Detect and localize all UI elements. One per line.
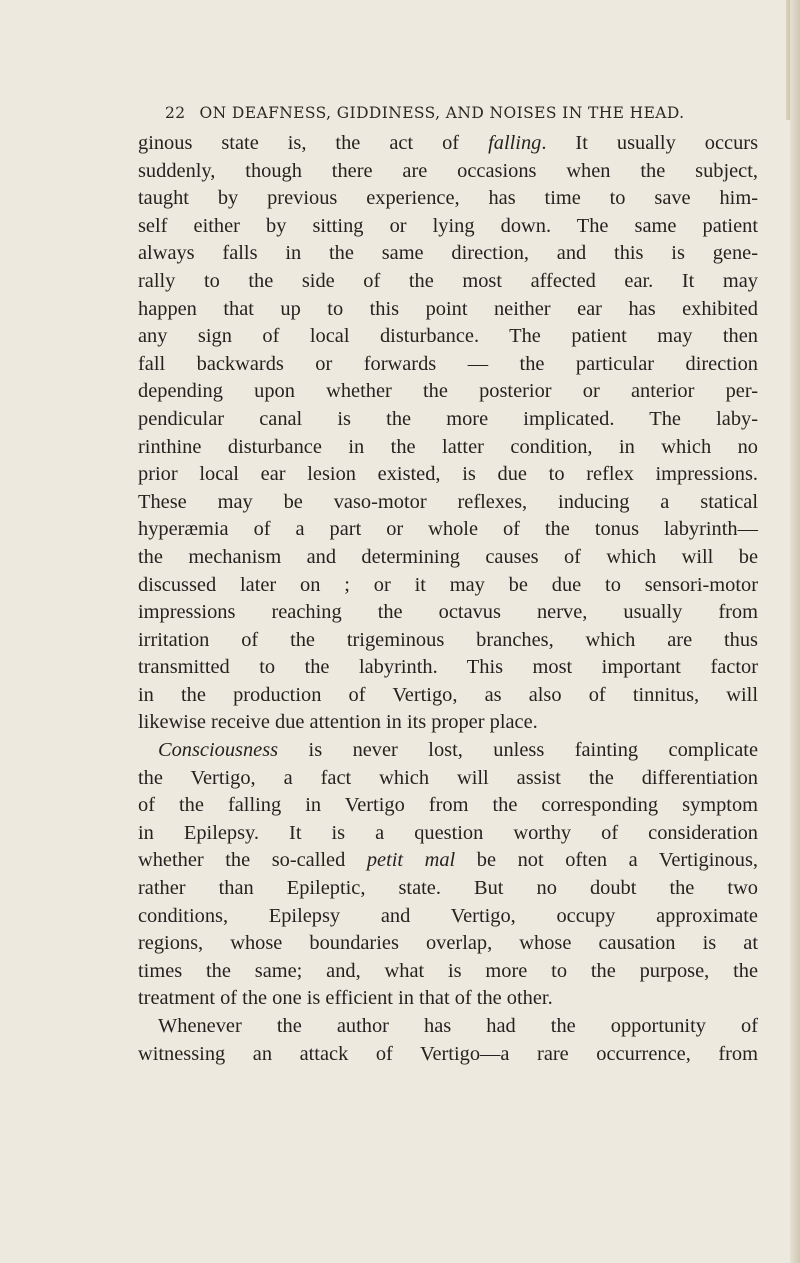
text-segment: impressions reaching the octavus nerve, usually from [138, 601, 758, 624]
text-line [138, 351, 758, 379]
text-line [138, 792, 758, 820]
text-line [138, 682, 758, 710]
text-line [138, 654, 758, 682]
text-line [138, 268, 758, 296]
text-line [138, 213, 758, 241]
text-segment: pendicular canal is the more implicated. The laby- [138, 407, 758, 430]
text-line [138, 572, 758, 600]
italic-text: petit mal [366, 849, 456, 872]
text-segment: depending upon whether the posterior or anterior per- [138, 380, 758, 403]
text-segment: discussed later on ; or it may be due to sensori-motor [138, 573, 758, 596]
text-line [138, 875, 758, 903]
text-line [138, 737, 758, 765]
text-segment: rally to the side of the most affected ear. It may [138, 269, 758, 292]
text-segment: fall backwards or forwards — the particular direction [138, 352, 758, 375]
text-line [138, 185, 758, 213]
text-line [138, 930, 758, 958]
text-line [138, 434, 758, 462]
page-edge [790, 0, 800, 1263]
text-segment: regions, whose boundaries overlap, whose causation is at [138, 932, 758, 955]
text-line [138, 820, 758, 848]
text-segment: always falls in the same direction, and this is gene- [138, 242, 758, 265]
text-line [138, 847, 758, 875]
text-line [138, 406, 758, 434]
text-segment: in the production of Vertigo, as also of tinnitus, will [138, 683, 758, 706]
text-segment: . It usually occurs [541, 132, 759, 154]
body-text [138, 130, 758, 1068]
text-segment: whether the so-called [138, 849, 367, 872]
text-line [138, 1041, 758, 1069]
text-segment: times the same; and, what is more to the purpose, the [138, 959, 758, 982]
text-line [138, 709, 758, 737]
text-line [138, 158, 758, 186]
text-line [138, 516, 758, 544]
text-segment: likewise receive due attention in its proper place. [138, 711, 538, 734]
text-line [138, 903, 758, 931]
text-line [138, 461, 758, 489]
text-line [138, 765, 758, 793]
text-segment: transmitted to the labyrinth. This most important factor [138, 656, 758, 679]
text-segment: in Epilepsy. It is a question worthy of consideration [138, 821, 758, 844]
text-segment: conditions, Epilepsy and Vertigo, occupy approximate [138, 904, 758, 927]
text-segment: hyperæmia of a part or whole of the tonus labyrinth— [138, 518, 758, 541]
text-segment: witnessing an attack of Vertigo—a rare occurrence, from [138, 1042, 758, 1065]
italic-text: falling [488, 132, 542, 154]
text-segment: rinthine disturbance in the latter condition, in which no [138, 435, 758, 458]
text-segment: the mechanism and determining causes of which will be [138, 545, 758, 568]
text-line [138, 544, 758, 572]
text-segment: treatment of the one is efficient in that of the other. [138, 987, 553, 1010]
page-number: 22 [165, 104, 186, 122]
text-segment: is never lost, unless fainting complicate [278, 739, 758, 762]
text-segment: of the falling in Vertigo from the corresponding symptom [138, 794, 758, 817]
running-head [165, 104, 725, 122]
text-segment: rather than Epileptic, state. But no doubt the two [138, 877, 758, 900]
text-segment: irritation of the trigeminous branches, which are thus [138, 628, 758, 651]
text-line [138, 985, 758, 1013]
italic-text: Consciousness [158, 739, 279, 762]
text-segment: Whenever the author has had the opportunity of [158, 1015, 758, 1037]
text-line [138, 958, 758, 986]
text-segment: the Vertigo, a fact which will assist the differentiation [138, 766, 758, 789]
text-segment: ginous state is, the act of [138, 132, 489, 154]
text-line [138, 240, 758, 268]
text-line [138, 296, 758, 324]
text-line [138, 1013, 758, 1041]
text-segment: These may be vaso-motor reflexes, inducing a statical [138, 490, 758, 513]
text-line [138, 378, 758, 406]
text-segment: any sign of local disturbance. The patient may then [138, 325, 758, 348]
text-line [138, 599, 758, 627]
text-line [138, 627, 758, 655]
text-line [138, 489, 758, 517]
text-line [138, 130, 758, 158]
text-segment: be not often a Vertiginous, [455, 849, 758, 872]
text-segment: happen that up to this point neither ear has exhibited [138, 297, 758, 320]
text-segment: self either by sitting or lying down. The same patient [138, 214, 758, 237]
text-line [138, 323, 758, 351]
text-segment: taught by previous experience, has time to save him- [138, 187, 758, 210]
running-title: ON DEAFNESS, GIDDINESS, AND NOISES IN THE HEAD. [199, 104, 685, 122]
text-segment: prior local ear lesion existed, is due to reflex impressions. [138, 463, 758, 486]
text-segment: suddenly, though there are occasions when the subject, [138, 159, 758, 182]
